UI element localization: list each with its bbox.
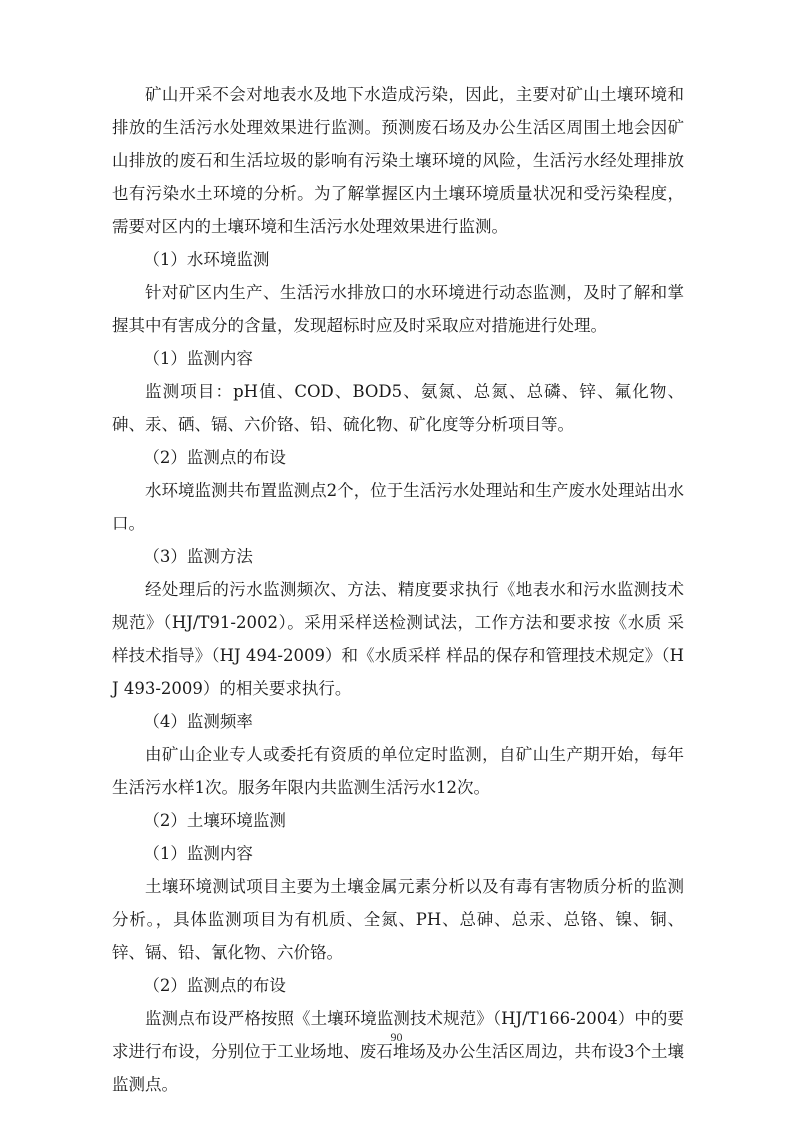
subheading-soil-content: （1）监测内容 [143, 844, 253, 863]
water-paragraph: 针对矿区内生产、生活污水排放口的水环境进行动态监测，及时了解和掌握其中有害成分的含量，发现超标时应及时采取应对措施进行处理。 [112, 283, 684, 335]
water-items-paragraph: 监测项目：pH值、COD、BOD5、氨氮、总氮、总磷、锌、氟化物、砷、汞、硒、镉、六价铬、铅、硫化物、矿化度等分析项目等。 [112, 382, 684, 434]
section-heading-soil: （2）土壤环境监测 [143, 811, 286, 830]
page-body [112, 78, 684, 1101]
page-number: 90 [390, 1030, 403, 1044]
water-frequency-paragraph: 由矿山企业专人或委托有资质的单位定时监测，自矿山生产期开始，每年生活污水样1次。服务年限内共监测生活污水12次。 [112, 745, 684, 797]
subheading-water-frequency: （4）监测频率 [143, 712, 253, 731]
intro-paragraph: 矿山开采不会对地表水及地下水造成污染，因此，主要对矿山土壤环境和排放的生活污水处理效果进行监测。预测废石场及办公生活区周围土地会因矿山排放的废石和生活垃圾的影响有污染土壤环境的风险，生活污水经处理排放也有污染水土环境的分析。为了解掌握区内土壤环境质量状况和受污染程度，需要对区内的土壤环境和生活污水处理效果进行监测。 [112, 85, 684, 236]
soil-points-paragraph: 监测点布设严格按照《土壤环境监测技术规范》（HJ/T166-2004）中的要求进行布设，分别位于工业场地、废石堆场及办公生活区周边，共布设3个土壤监测点。 [112, 1009, 684, 1094]
soil-content-paragraph: 土壤环境测试项目主要为土壤金属元素分析以及有毒有害物质分析的监测分析。，具体监测项目为有机质、全氮、PH、总砷、总汞、总铬、镍、铜、锌、镉、铅、氰化物、六价铬。 [112, 877, 684, 962]
section-heading-water: （1）水环境监测 [143, 250, 270, 269]
water-points-paragraph: 水环境监测共布置监测点2个，位于生活污水处理站和生产废水处理站出水口。 [112, 481, 684, 533]
subheading-water-method: （3）监测方法 [143, 547, 253, 566]
subheading-water-points: （2）监测点的布设 [143, 448, 286, 467]
subheading-soil-points: （2）监测点的布设 [143, 976, 286, 995]
subheading-water-content: （1）监测内容 [143, 349, 253, 368]
water-method-paragraph: 经处理后的污水监测频次、方法、精度要求执行《地表水和污水监测技术规范》（HJ/T91-2002）。采用采样送检测试法，工作方法和要求按《水质 采样技术指导》（HJ 494-2009）和《水质采样 样品的保存和管理技术规定》（HJ 493-2009）的相关要求执行。 [112, 580, 684, 698]
